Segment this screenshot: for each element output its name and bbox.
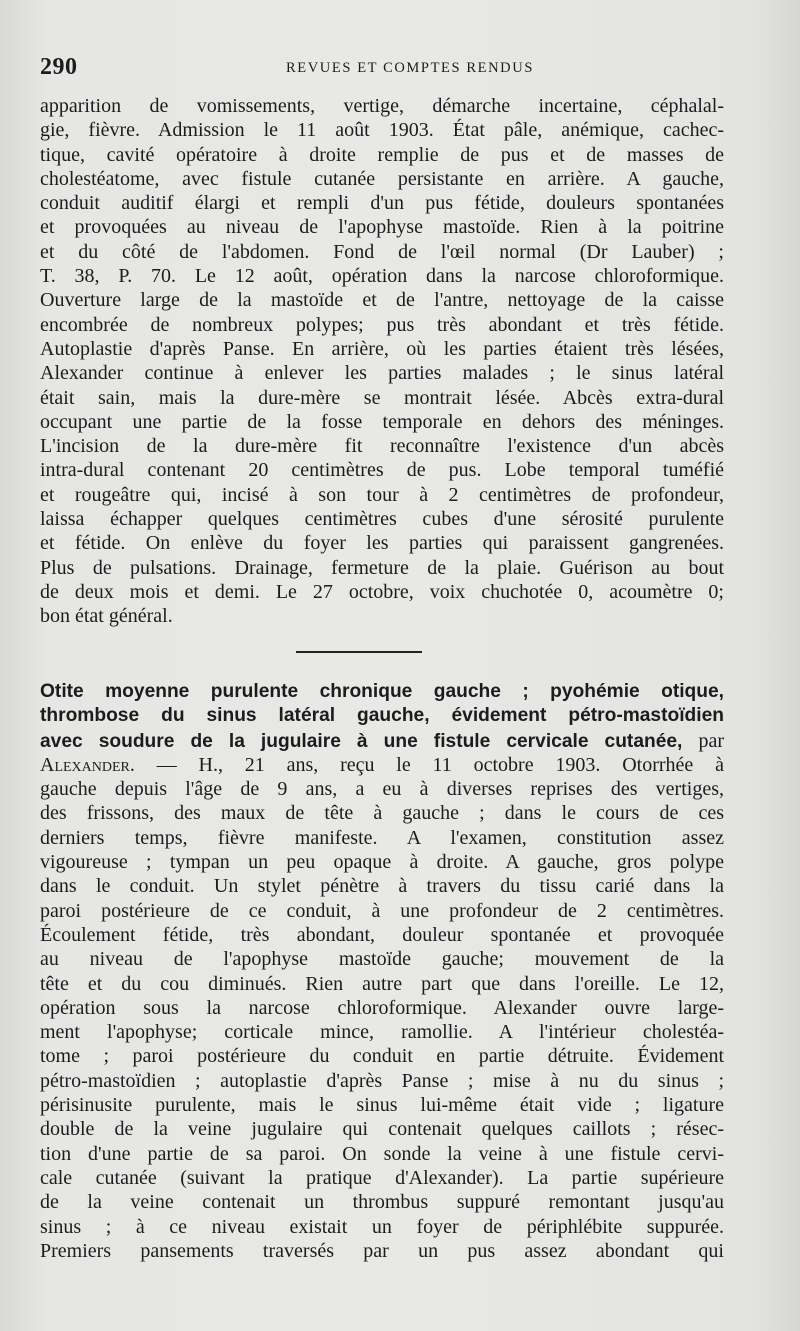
heading-line-text: avec soudure de la jugulaire à une fistule cervicale cutanée, xyxy=(40,730,683,752)
text-line: encombrée de nombreux polypes; pus très abondant et très fétide. xyxy=(40,313,724,336)
text-line: tique, cavité opératoire à droite remplie de pus et de masses de xyxy=(40,143,724,166)
paragraph-continued xyxy=(40,94,724,629)
author-name: Alexander. xyxy=(40,753,135,776)
text-line: et rougeâtre qui, incisé à son tour à 2 centimètres de profondeur, xyxy=(40,483,724,506)
heading-line xyxy=(40,729,724,753)
page-number: 290 xyxy=(40,54,78,80)
text-line: intra-dural contenant 20 centimètres de pus. Lobe temporal tuméfié xyxy=(40,459,724,482)
text-line: apparition de vomissements, vertige, démarche incertaine, céphalal- xyxy=(40,95,724,117)
text-line: paroi postérieure de ce conduit, à une profondeur de 2 centimètres. xyxy=(40,899,724,922)
article-body xyxy=(40,777,724,1263)
article-heading xyxy=(40,680,724,753)
text-line: bon état général. xyxy=(40,605,173,628)
text-line: de deux mois et demi. Le 27 octobre, voix chuchotée 0, acoumètre 0; xyxy=(40,580,724,603)
text-line: pétro-mastoïdien ; autoplastie d'après Panse ; mise à nu du sinus ; xyxy=(40,1069,724,1092)
text-line: au niveau de l'apophyse mastoïde gauche; mouvement de la xyxy=(40,948,724,971)
text-line: double de la veine jugulaire qui contenait quelques caillots ; résec- xyxy=(40,1118,724,1141)
text-line: vigoureuse ; tympan un peu opaque à droite. A gauche, gros polype xyxy=(40,851,724,874)
text-line: cale cutanée (suivant la pratique d'Alexander). La partie supérieure xyxy=(40,1166,724,1189)
article-review xyxy=(40,680,724,1263)
author-line xyxy=(40,753,724,777)
text-line: et du côté de l'abdomen. Fond de l'œil normal (Dr Lauber) ; xyxy=(40,240,724,263)
author-line-text: — H., 21 ans, reçu le 11 octobre 1903. Otorrhée à xyxy=(134,753,724,776)
text-line: L'incision de la dure-mère fit reconnaître l'existence d'un abcès xyxy=(40,435,724,458)
text-line: Ouverture large de la mastoïde et de l'antre, nettoyage de la caisse xyxy=(40,289,724,312)
text-line: dans le conduit. Un stylet pénètre à travers du tissu carié dans la xyxy=(40,875,724,898)
text-line: T. 38, P. 70. Le 12 août, opération dans la narcose chloroformique. xyxy=(40,265,724,288)
text-line: cholestéatome, avec fistule cutanée persistante en arrière. A gauche, xyxy=(40,167,724,190)
text-line: Premiers pansements traversés par un pus assez abondant qui xyxy=(40,1239,724,1262)
text-line: tion d'une partie de sa paroi. On sonde la veine à une fistule cervi- xyxy=(40,1142,724,1165)
text-line: des frissons, des maux de tête à gauche ; dans le cours de ces xyxy=(40,802,724,825)
text-line: tête et du cou diminués. Rien autre part que dans l'oreille. Le 12, xyxy=(40,972,724,995)
text-line: Autoplastie d'après Panse. En arrière, où les parties étaient très lésées, xyxy=(40,337,724,360)
text-line: sinus ; à ce niveau existait un foyer de périphlébite suppurée. xyxy=(40,1215,724,1238)
text-line: Écoulement fétide, très abondant, douleur spontanée et provoquée xyxy=(40,923,724,946)
section-divider xyxy=(296,651,422,653)
text-line: derniers temps, fièvre manifeste. A l'examen, constitution assez xyxy=(40,826,724,849)
text-line: laissa échapper quelques centimètres cubes d'une sérosité purulente xyxy=(40,508,724,531)
text-line: et provoquées au niveau de l'apophyse mastoïde. Rien à la poitrine xyxy=(40,216,724,239)
text-line: et fétide. On enlève du foyer les parties qui paraissent gangrenées. xyxy=(40,532,724,555)
text-line: ment l'apophyse; corticale mince, ramollie. A l'intérieur cholestéa- xyxy=(40,1021,724,1044)
text-line: périsinusite purulente, mais le sinus lui-même était vide ; ligature xyxy=(40,1094,724,1117)
text-line: de la veine contenait un thrombus suppuré remontant jusqu'au xyxy=(40,1191,724,1214)
text-line: était sain, mais la dure-mère se montrait lésée. Abcès extra-dural xyxy=(40,386,724,409)
text-line: conduit auditif élargi et rempli d'un pus fétide, douleurs spontanées xyxy=(40,192,724,215)
running-head: REVUES ET COMPTES RENDUS xyxy=(285,60,534,76)
heading-par: par xyxy=(698,729,724,752)
text-line: gie, fièvre. Admission le 11 août 1903. État pâle, anémique, cachec- xyxy=(40,119,724,142)
text-line: Alexander continue à enlever les parties malades ; le sinus latéral xyxy=(40,362,724,385)
text-line: opération sous la narcose chloroformique. Alexander ouvre large- xyxy=(40,996,724,1019)
text-line: Plus de pulsations. Drainage, fermeture de la plaie. Guérison au bout xyxy=(40,556,724,579)
text-line: tome ; paroi postérieure du conduit en partie détruite. Évidement xyxy=(40,1045,724,1068)
heading-line: Otite moyenne purulente chronique gauche ; pyohémie otique, xyxy=(40,681,724,702)
text-line: gauche depuis l'âge de 9 ans, a eu à diverses reprises des vertiges, xyxy=(40,778,724,801)
text-line: occupant une partie de la fosse temporale en dehors des méninges. xyxy=(40,410,724,433)
heading-line: thrombose du sinus latéral gauche, évidement pétro-mastoïdien xyxy=(40,705,724,727)
